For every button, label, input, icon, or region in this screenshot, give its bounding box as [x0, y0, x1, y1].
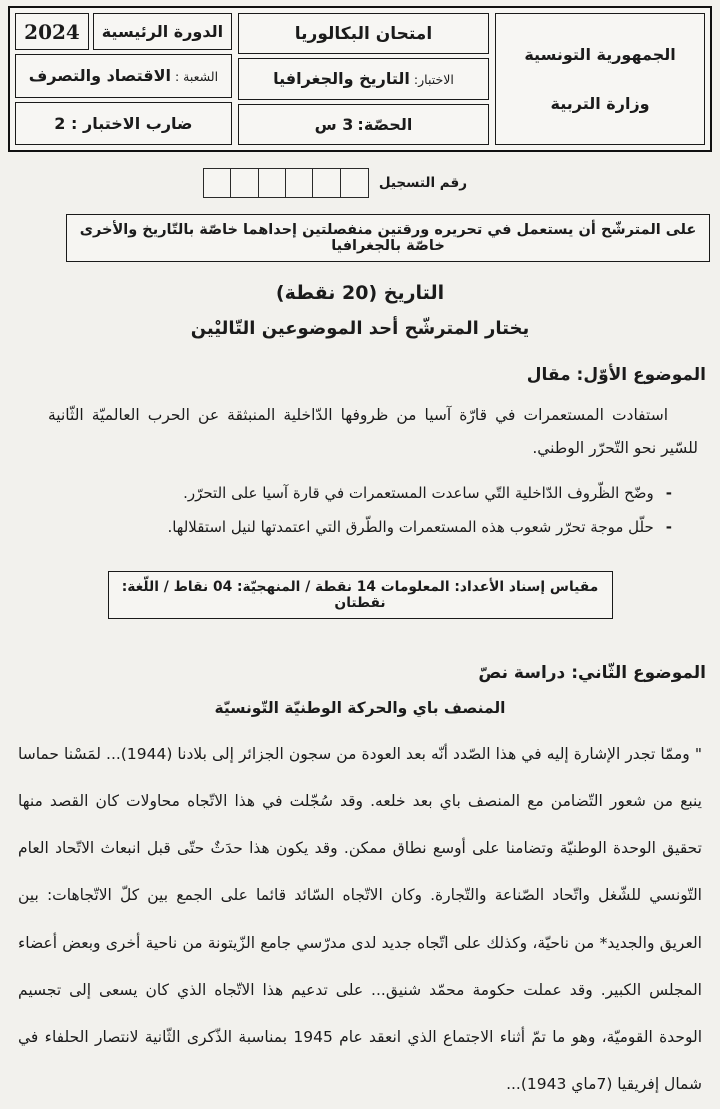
- subject-value: التاريخ والجغرافيا: [273, 69, 410, 89]
- list-item: [48, 476, 672, 511]
- header-table: [8, 6, 712, 152]
- ministry-name: وزارة التربية: [550, 94, 650, 114]
- list-item: [48, 510, 672, 545]
- dash-marker: -: [665, 518, 672, 537]
- registration-box: [285, 168, 314, 198]
- topic2-document-text: " وممّا تجدر الإشارة إليه في هذا الصّدد أنّه بعد العودة من سجون الجزائر إلى بلادنا (1944)... لمَسْنا حماسا ينبع من شعور التّضامن مع المنصف باي بعد خلعه. وقد سُجّلت في هذا الاتّجاه محاولات كان القصد منها تحقيق الوحدة الوطنيّة وتضامنا على أوسع نطاق ممكن. وقد يكون هذا حدَثٌ حتّى قبل انبعاث الاتّحاد العام التّونسي للشّغل واتّحاد الصّناعة والتّجارة. وكان الاتّجاه السّائد قائما على الجمع بين كلّ الاتّجاهات: بين العريق والجديد* من ناحيّة، وكذلك على اتّجاه جديد لدى مدرّسي جامع الزّيتونة من ناحية أخرى وبعض أعضاء المجلس الكبير. وقد عملت حكومة محمّد شنيق... على تدعيم هذا الاتّجاه الذي كان يسعى إلى تجسيم الوحدة القوميّة، وهو ما تمّ أثناء الاجتماع الذي انعقد عام 1945 بمناسبة الذّكرى الثّانية لانتصار الحلفاء في شمال إفريقيا (7ماي 1943)...: [18, 744, 702, 1094]
- instruction-strip: على المترشّح أن يستعمل في تحريره ورقتين منفصلتين إحداهما خاصّة بالتّاريخ والأخرى خاصّة بالجغرافيا: [66, 214, 710, 262]
- grading-scale-box: مقياس إسناد الأعداد: المعلومات 14 نقطة / المنهجيّة: 04 نقاط / اللّغة: نقطتان: [108, 571, 613, 619]
- exam-column: [236, 11, 491, 147]
- history-title: التاريخ (20 نقطة): [275, 282, 445, 304]
- exam-duration-cell: [238, 104, 489, 145]
- topic1-heading: الموضوع الأوّل: مقال: [526, 365, 706, 385]
- registration-box: [258, 168, 287, 198]
- topic2-heading: الموضوع الثّاني: دراسة نصّ: [478, 662, 706, 683]
- republic-name: الجمهورية التونسية: [524, 44, 676, 64]
- topic1-intro: استفادت المستعمرات في قارّة آسيا من ظروفها الدّاخلية المنبثقة عن الحرب العالميّة الثّانية للسّير نحو التّحرّر الوطني.: [48, 406, 698, 458]
- exam-title-cell: امتحان البكالوريا: [238, 13, 489, 54]
- coefficient-cell: ضارب الاختبار : 2: [15, 102, 232, 145]
- bullet-text: حلّل موجة تحرّر شعوب هذه المستعمرات والطّرق التي اعتمدتها لنيل استقلالها.: [167, 518, 654, 537]
- registration-box: [230, 168, 259, 198]
- section-cell: [15, 54, 232, 97]
- registration-box: [312, 168, 341, 198]
- subject-label: الاختبار:: [413, 72, 454, 88]
- dash-marker: -: [665, 483, 672, 502]
- choose-topic-subtitle: يختار المترشّح أحد الموضوعين التّاليْين: [190, 318, 530, 339]
- ministry-cell: [495, 13, 705, 145]
- registration-boxes: [204, 168, 368, 198]
- section-value: الاقتصاد والتصرف: [28, 66, 171, 86]
- duration-label: الحصّة:: [357, 114, 413, 134]
- duration-value: 3 س: [314, 114, 354, 134]
- section-label: الشعبة :: [174, 69, 219, 85]
- registration-box: [203, 168, 232, 198]
- session-column: [13, 11, 234, 147]
- exam-subject-cell: [238, 58, 489, 99]
- topic2-document-title: المنصف باي والحركة الوطنيّة التّونسيّة: [214, 698, 506, 717]
- registration-row: [8, 166, 467, 200]
- ministry-column: [493, 11, 707, 147]
- session-year-row: [13, 11, 234, 52]
- year-cell: 2024: [15, 13, 89, 50]
- registration-box: [340, 168, 369, 198]
- topic1-bullets: [48, 476, 672, 545]
- session-name-cell: الدورة الرئيسية: [93, 13, 232, 50]
- registration-label: رقم التسجيل: [378, 175, 467, 191]
- bullet-text: وضّح الظّروف الدّاخلية التّي ساعدت المستعمرات في قارة آسيا على التحرّر.: [183, 483, 654, 502]
